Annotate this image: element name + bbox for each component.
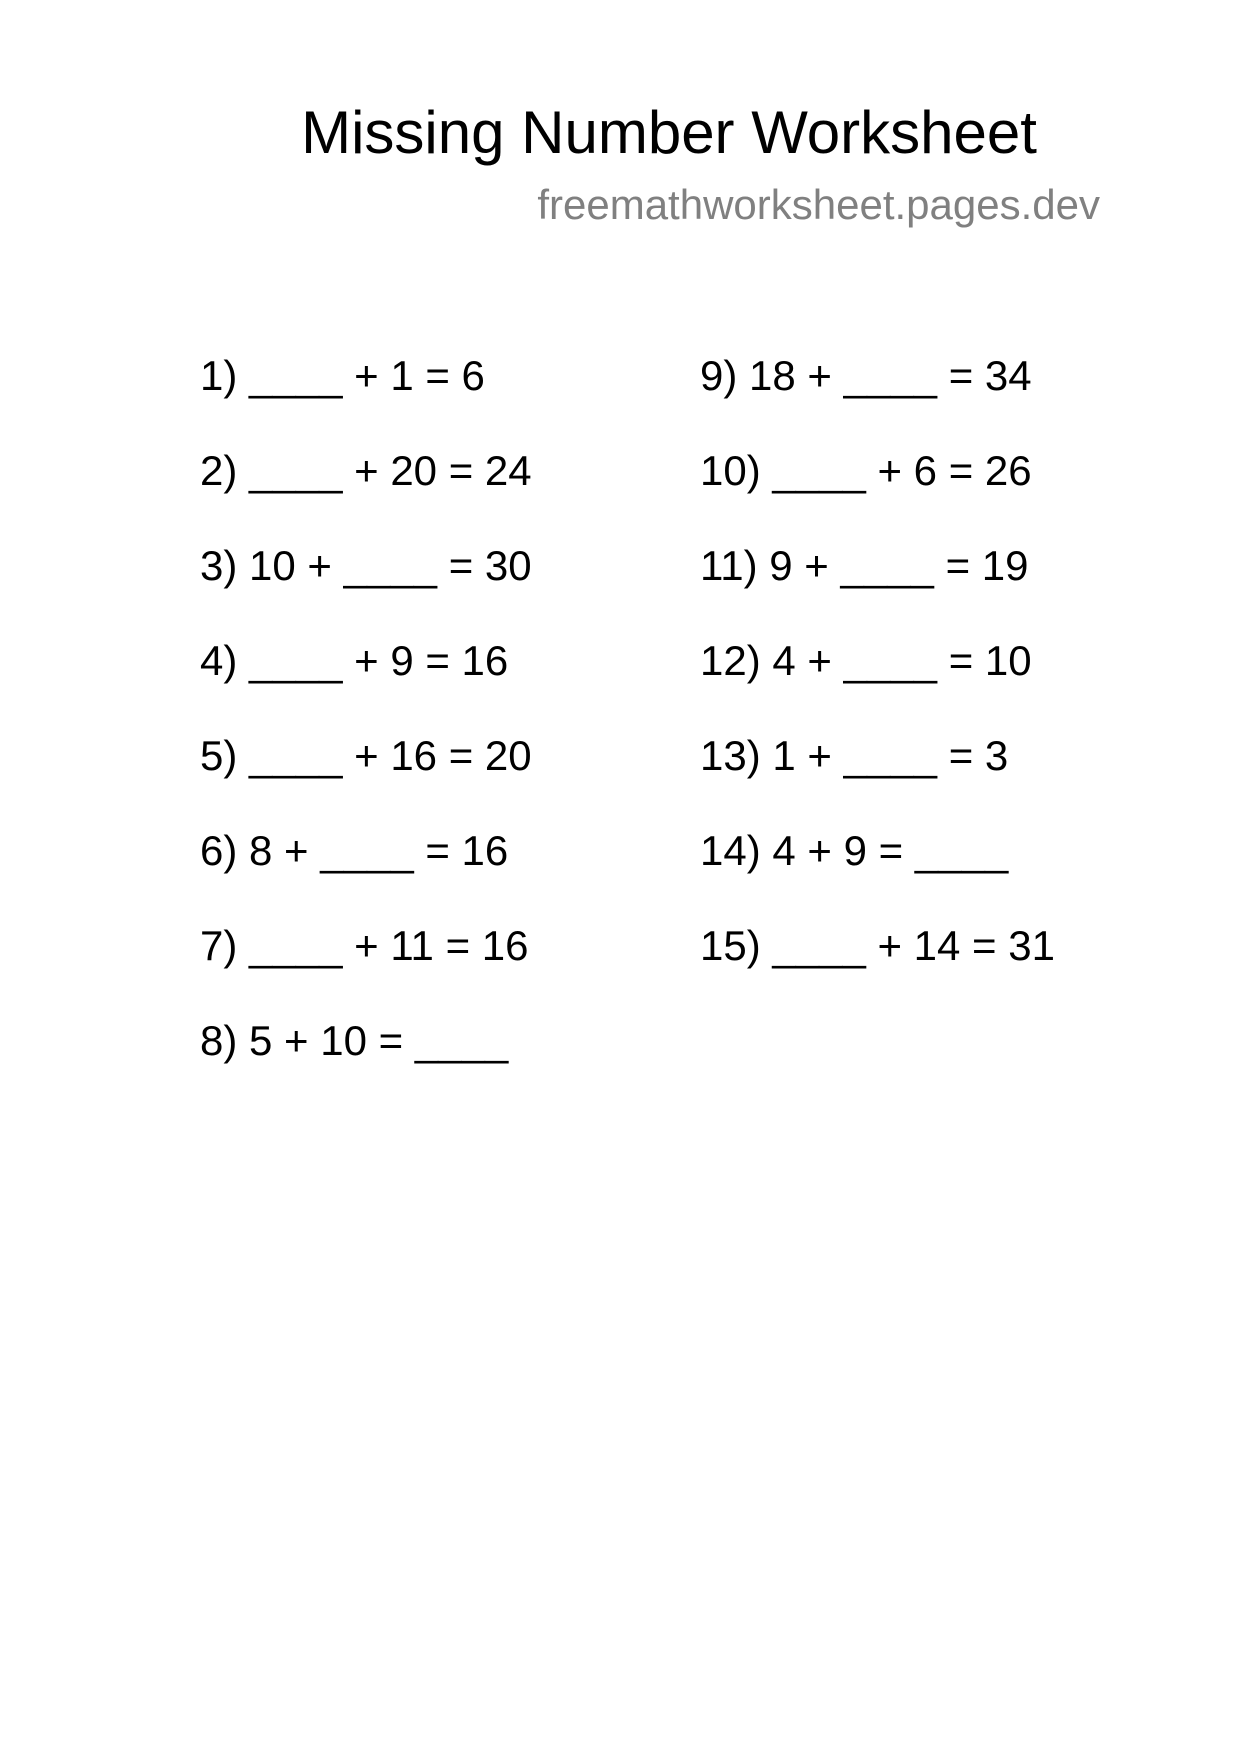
problem-2: 2) ____ + 20 = 24 [200, 447, 532, 494]
problem-7: 7) ____ + 11 = 16 [200, 922, 529, 969]
problem-4: 4) ____ + 9 = 16 [200, 637, 509, 684]
problem-11: 11) 9 + ____ = 19 [700, 542, 1029, 589]
problem-8: 8) 5 + 10 = ____ [200, 1017, 509, 1064]
problem-15: 15) ____ + 14 = 31 [700, 922, 1055, 969]
problem-6: 6) 8 + ____ = 16 [200, 827, 509, 874]
worksheet-source-url: freemathworksheet.pages.dev [537, 181, 1100, 228]
worksheet-title: Missing Number Worksheet [301, 99, 1037, 166]
problem-14: 14) 4 + 9 = ____ [700, 827, 1009, 874]
problem-12: 12) 4 + ____ = 10 [700, 637, 1032, 684]
problem-5: 5) ____ + 16 = 20 [200, 732, 532, 779]
problem-13: 13) 1 + ____ = 3 [700, 732, 1009, 779]
problem-3: 3) 10 + ____ = 30 [200, 542, 532, 589]
problem-9: 9) 18 + ____ = 34 [700, 352, 1032, 399]
problem-10: 10) ____ + 6 = 26 [700, 447, 1032, 494]
problem-1: 1) ____ + 1 = 6 [200, 352, 485, 399]
